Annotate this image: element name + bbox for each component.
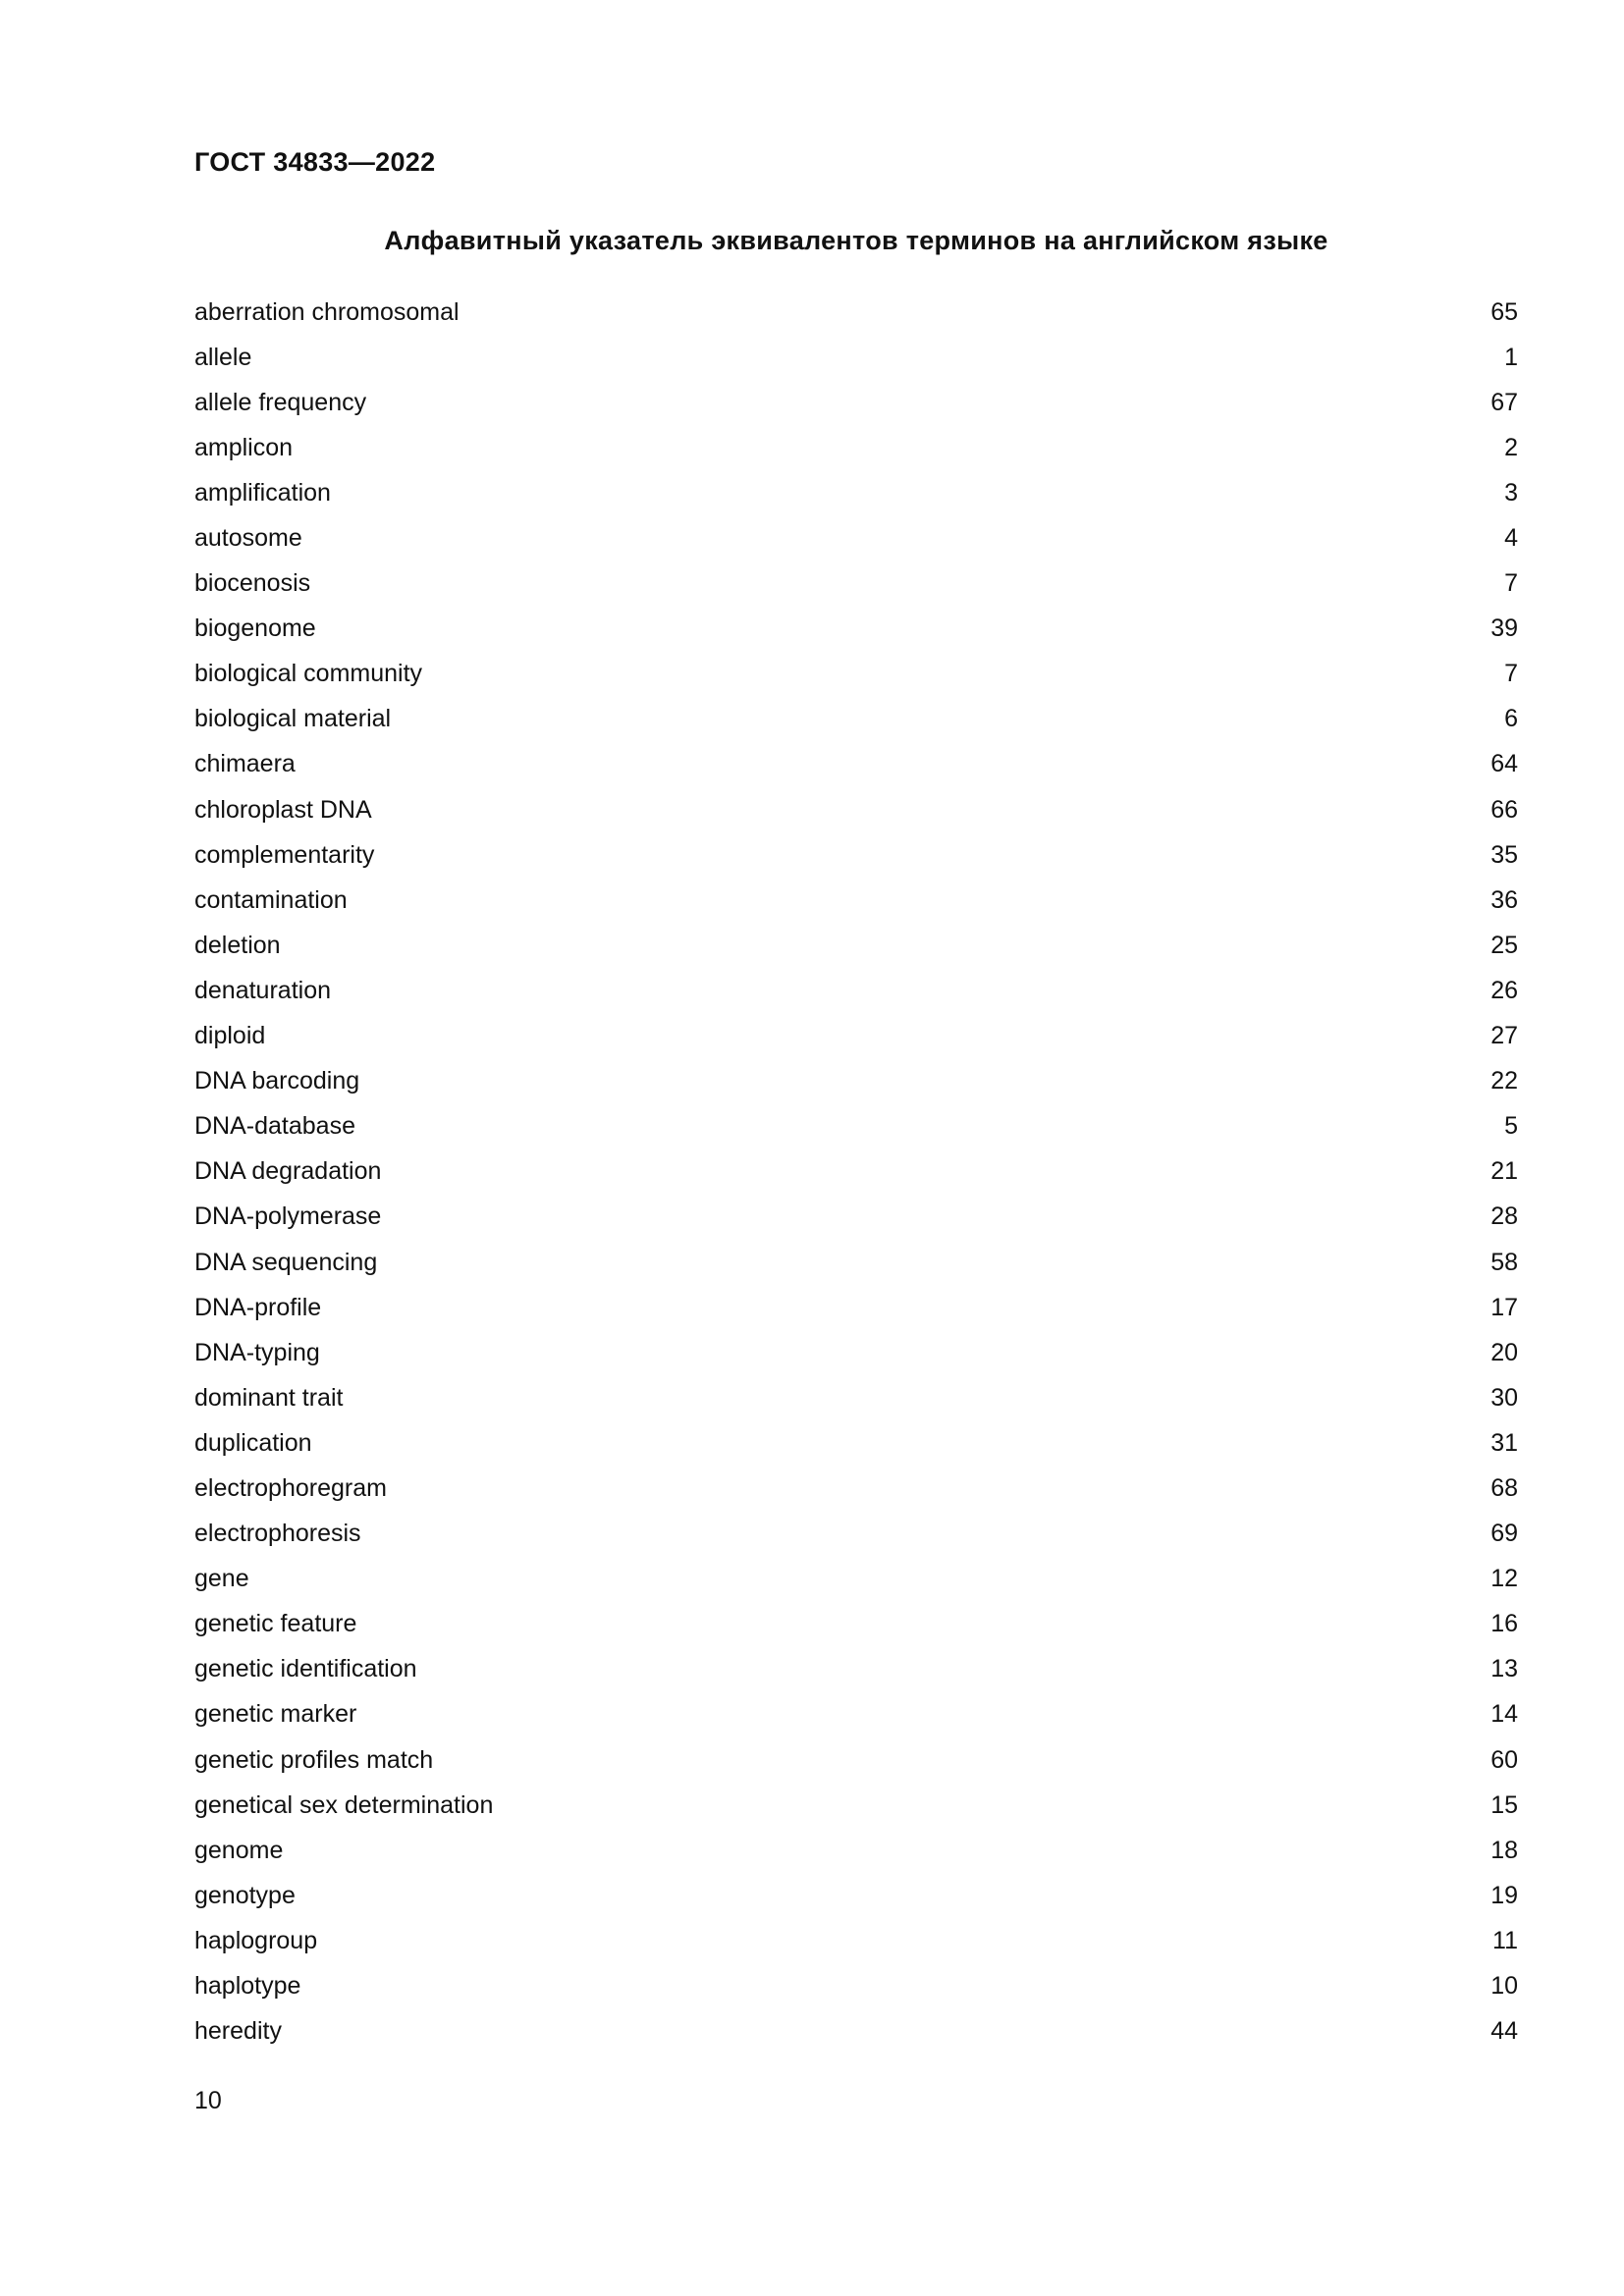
index-term-number: 14 — [1490, 1700, 1518, 1729]
index-term: autosome — [194, 524, 302, 553]
index-term: electrophoresis — [194, 1520, 361, 1548]
index-term: dominant trait — [194, 1383, 344, 1412]
index-term: diploid — [194, 1022, 266, 1050]
index-row — [194, 1828, 1518, 1873]
index-row — [194, 832, 1518, 878]
index-row — [194, 1240, 1518, 1285]
index-row — [194, 1420, 1518, 1466]
index-row — [194, 1737, 1518, 1783]
index-row — [194, 335, 1518, 380]
index-row — [194, 290, 1518, 335]
index-row — [194, 1692, 1518, 1737]
index-row — [194, 2009, 1518, 2055]
index-term-number: 20 — [1490, 1338, 1518, 1366]
index-term-number: 58 — [1490, 1248, 1518, 1276]
index-term-number: 6 — [1504, 705, 1518, 733]
index-term-number: 67 — [1490, 388, 1518, 416]
index-term-number: 35 — [1490, 840, 1518, 869]
index-term-number: 68 — [1490, 1473, 1518, 1502]
index-term-number: 28 — [1490, 1202, 1518, 1231]
index-term: electrophoregram — [194, 1473, 387, 1502]
index-term-number: 25 — [1490, 931, 1518, 959]
index-list — [194, 290, 1518, 2055]
index-row — [194, 1059, 1518, 1104]
index-term: biological material — [194, 705, 392, 733]
index-term: contamination — [194, 885, 348, 914]
index-row — [194, 787, 1518, 832]
index-term-number: 5 — [1504, 1112, 1518, 1141]
index-term: DNA-typing — [194, 1338, 320, 1366]
index-row — [194, 1647, 1518, 1692]
index-term: genetic profiles match — [194, 1745, 434, 1774]
index-row — [194, 470, 1518, 515]
index-row — [194, 878, 1518, 923]
index-term-number: 44 — [1490, 2017, 1518, 2046]
index-row — [194, 380, 1518, 425]
index-term: amplification — [194, 478, 331, 507]
index-row — [194, 652, 1518, 697]
index-term: allele frequency — [194, 388, 367, 416]
index-row — [194, 923, 1518, 968]
index-term: DNA barcoding — [194, 1067, 360, 1095]
index-term: aberration chromosomal — [194, 297, 460, 326]
index-term-number: 15 — [1490, 1790, 1518, 1819]
index-term-number: 27 — [1490, 1022, 1518, 1050]
index-row — [194, 1873, 1518, 1918]
index-row — [194, 697, 1518, 742]
index-term: complementarity — [194, 840, 375, 869]
index-row — [194, 1014, 1518, 1059]
index-term-number: 13 — [1490, 1655, 1518, 1683]
index-term-number: 7 — [1504, 569, 1518, 598]
index-term: chloroplast DNA — [194, 795, 372, 824]
index-row — [194, 1602, 1518, 1647]
index-row — [194, 1104, 1518, 1149]
index-term-number: 26 — [1490, 976, 1518, 1004]
index-term: chimaera — [194, 750, 296, 778]
index-term-number: 16 — [1490, 1610, 1518, 1638]
index-term: genetic identification — [194, 1655, 417, 1683]
index-term: genetic feature — [194, 1610, 357, 1638]
index-term-number: 12 — [1490, 1565, 1518, 1593]
index-term: genetical sex determination — [194, 1790, 494, 1819]
index-term: DNA degradation — [194, 1157, 382, 1186]
index-term-number: 65 — [1490, 297, 1518, 326]
page-number: 10 — [194, 2087, 222, 2114]
index-term-number: 4 — [1504, 524, 1518, 553]
index-row — [194, 515, 1518, 561]
index-row — [194, 1330, 1518, 1375]
index-term: DNA-database — [194, 1112, 355, 1141]
index-term: amplicon — [194, 433, 294, 461]
index-term-number: 64 — [1490, 750, 1518, 778]
index-row — [194, 561, 1518, 607]
index-row — [194, 1512, 1518, 1557]
index-term-number: 18 — [1490, 1836, 1518, 1864]
index-term: allele — [194, 343, 252, 371]
index-row — [194, 1195, 1518, 1240]
index-term-number: 31 — [1490, 1428, 1518, 1457]
index-term-number: 10 — [1490, 1972, 1518, 2001]
index-row — [194, 607, 1518, 652]
index-term-number: 36 — [1490, 885, 1518, 914]
index-term: haplogroup — [194, 1926, 318, 1954]
index-row — [194, 1557, 1518, 1602]
index-term: DNA-polymerase — [194, 1202, 382, 1231]
index-term-number: 60 — [1490, 1745, 1518, 1774]
index-term: biogenome — [194, 614, 316, 643]
index-row — [194, 1963, 1518, 2008]
index-row — [194, 1783, 1518, 1828]
index-term-number: 22 — [1490, 1067, 1518, 1095]
index-term-number: 30 — [1490, 1383, 1518, 1412]
index-term: DNA-profile — [194, 1293, 322, 1321]
index-row — [194, 1285, 1518, 1330]
index-term-number: 1 — [1504, 343, 1518, 371]
index-row — [194, 425, 1518, 470]
index-term: duplication — [194, 1428, 312, 1457]
index-term-number: 2 — [1504, 433, 1518, 461]
document-code: ГОСТ 34833—2022 — [194, 147, 436, 177]
section-title: Алфавитный указатель эквивалентов терминов на английском языке — [384, 226, 1328, 255]
index-row — [194, 1918, 1518, 1963]
index-term-number: 19 — [1490, 1881, 1518, 1909]
index-term: heredity — [194, 2017, 282, 2046]
index-row — [194, 1375, 1518, 1420]
index-term-number: 7 — [1504, 660, 1518, 688]
index-term-number: 69 — [1490, 1520, 1518, 1548]
index-row — [194, 742, 1518, 787]
index-term: gene — [194, 1565, 249, 1593]
index-term-number: 39 — [1490, 614, 1518, 643]
index-term: denaturation — [194, 976, 332, 1004]
index-term: DNA sequencing — [194, 1248, 378, 1276]
index-term: biocenosis — [194, 569, 311, 598]
index-row — [194, 968, 1518, 1013]
index-term: genotype — [194, 1881, 296, 1909]
index-term-number: 21 — [1490, 1157, 1518, 1186]
index-term-number: 3 — [1504, 478, 1518, 507]
index-term: genome — [194, 1836, 284, 1864]
index-term-number: 17 — [1490, 1293, 1518, 1321]
index-row — [194, 1466, 1518, 1511]
index-term: deletion — [194, 931, 281, 959]
index-term: biological community — [194, 660, 423, 688]
index-row — [194, 1149, 1518, 1195]
index-term-number: 66 — [1490, 795, 1518, 824]
index-term: genetic marker — [194, 1700, 357, 1729]
index-term: haplotype — [194, 1972, 301, 2001]
index-term-number: 11 — [1492, 1926, 1518, 1954]
